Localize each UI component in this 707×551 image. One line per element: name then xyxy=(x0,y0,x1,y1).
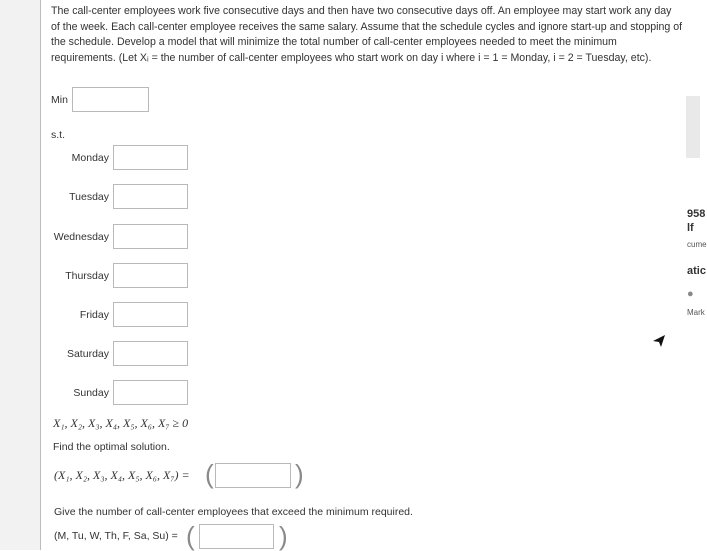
constraint-input-saturday[interactable] xyxy=(113,341,188,366)
excess-open-paren: ( xyxy=(186,521,195,551)
constraint-input-friday[interactable] xyxy=(113,302,188,327)
constraint-input-sunday[interactable] xyxy=(113,380,188,405)
background-text-4: atic xyxy=(687,265,706,277)
solution-vector-label: (X₁, X₂, X₃, X₄, X₅, X₆, X₇) = xyxy=(54,468,190,482)
background-text-5: Mark xyxy=(687,308,705,317)
constraint-label-sunday: Sunday xyxy=(73,387,109,399)
solution-close-paren: ) xyxy=(295,459,304,489)
constraints-heading: s.t. xyxy=(51,129,66,141)
problem-statement: The call-center employees work five consecutive days and then have two consecutive days off. An employee may start work any day of the week. Each call-center employee receives the same salary. Assume that the schedule cycles and ignore start-up and stopping of the schedule. Develop a model that will minimize the total number of call-center employees needed to meet the minimum requirements. (Let Xᵢ = the number of call-center employees who start work on day i where i = 1 = Monday, i = 2 = Tuesday, etc). xyxy=(51,5,683,64)
background-text-3: cume xyxy=(687,240,707,249)
constraint-label-saturday: Saturday xyxy=(66,348,109,360)
constraint-input-monday[interactable] xyxy=(113,145,188,170)
constraint-label-thursday: Thursday xyxy=(65,270,109,282)
constraint-input-thursday[interactable] xyxy=(113,263,188,288)
background-icon: ● xyxy=(687,288,694,300)
background-text-2: lf xyxy=(687,222,694,234)
solution-open-paren: ( xyxy=(205,459,214,489)
objective-label: Min xyxy=(51,94,68,106)
excess-prompt: Give the number of call-center employees that exceed the minimum required. xyxy=(54,506,413,518)
solution-input[interactable] xyxy=(215,463,291,488)
left-margin xyxy=(0,0,40,550)
objective-input[interactable] xyxy=(72,87,149,112)
excess-input[interactable] xyxy=(199,524,274,549)
constraint-label-monday: Monday xyxy=(71,152,109,164)
nonnegativity-constraint: X₁, X₂, X₃, X₄, X₅, X₆, X₇ ≥ 0 xyxy=(53,416,189,430)
constraint-label-tuesday: Tuesday xyxy=(69,191,109,203)
background-toolbar-strip xyxy=(686,96,700,158)
constraint-label-wednesday: Wednesday xyxy=(53,231,109,243)
background-text-1: 958 xyxy=(687,208,706,220)
mouse-cursor-icon xyxy=(652,334,666,348)
constraint-input-wednesday[interactable] xyxy=(113,224,188,249)
excess-close-paren: ) xyxy=(279,521,288,551)
constraint-label-friday: Friday xyxy=(79,309,109,321)
constraint-input-tuesday[interactable] xyxy=(113,184,188,209)
solution-prompt: Find the optimal solution. xyxy=(53,441,170,453)
excess-vector-label: (M, Tu, W, Th, F, Sa, Su) = xyxy=(54,530,178,542)
